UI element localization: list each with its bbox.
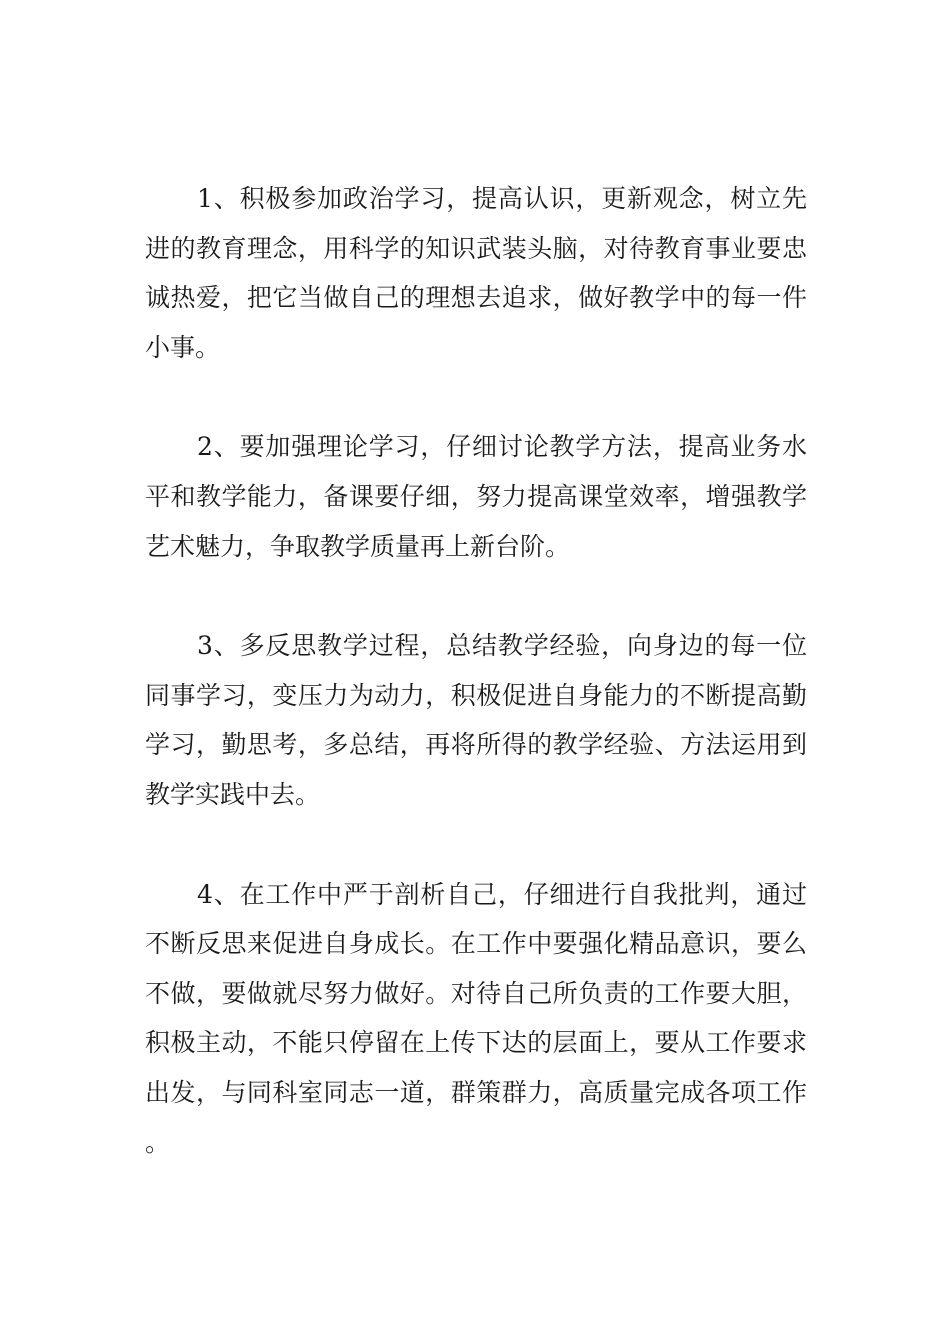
paragraph-2: 2、要加强理论学习，仔细讨论教学方法，提高业务水平和教学能力，备课要仔细，努力提高课堂效率，增强教学艺术魅力，争取教学质量再上新台阶。 xyxy=(145,432,807,561)
document-body xyxy=(145,174,807,1167)
paragraph-1: 1、积极参加政治学习，提高认识，更新观念，树立先进的教育理念，用科学的知识武装头脑，对待教育事业要忠诚热爱，把它当做自己的理想去追求，做好教学中的每一件小事。 xyxy=(145,184,807,362)
paragraph-4: 4、在工作中严于剖析自己，仔细进行自我批判，通过不断反思来促进自身成长。在工作中要强化精品意识，要么不做，要做就尽努力做好。对待自己所负责的工作要大胆，积极主动，不能只停留在上传下达的层面上，要从工作要求出发，与同科室同志一道，群策群力，高质量完成各项工作。 xyxy=(145,879,807,1157)
paragraph-3: 3、多反思教学过程，总结教学经验，向身边的每一位同事学习，变压力为动力，积极促进自身能力的不断提高勤学习，勤思考，多总结，再将所得的教学经验、方法运用到教学实践中去。 xyxy=(145,631,807,809)
